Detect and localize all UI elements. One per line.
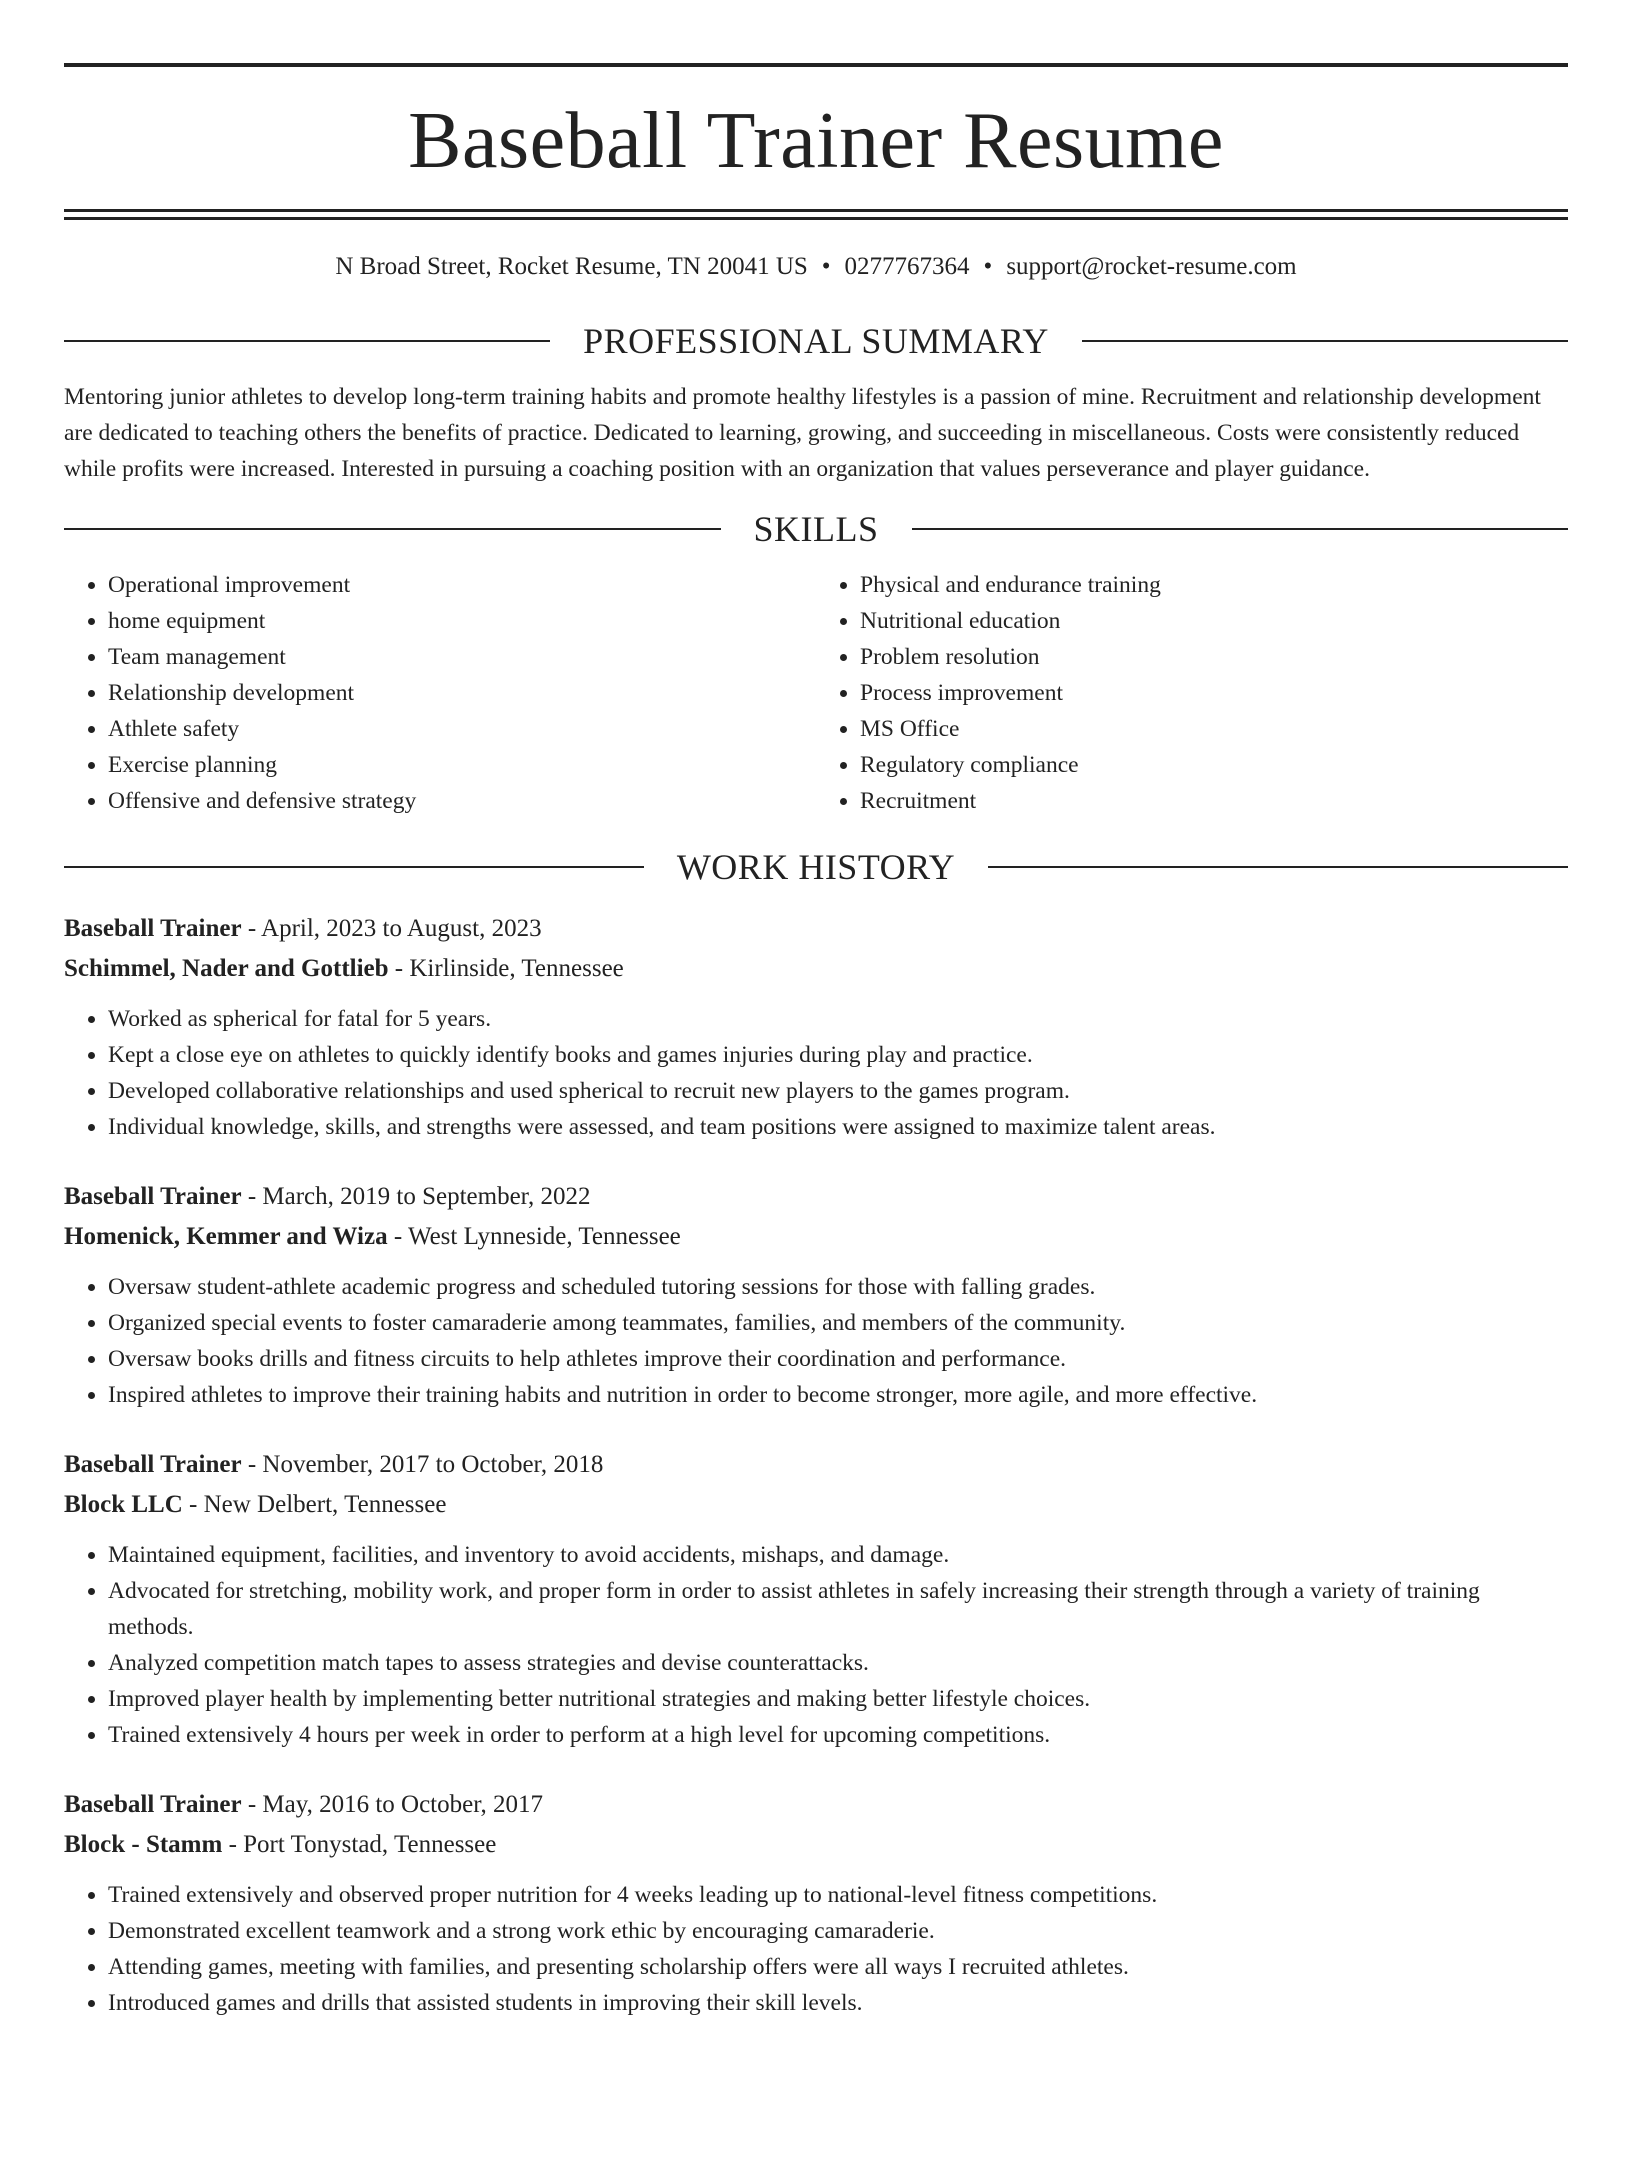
job-title-line — [64, 1445, 1568, 1485]
skill-item: • Relationship development — [108, 675, 816, 711]
summary-heading: PROFESSIONAL SUMMARY — [583, 321, 1049, 361]
skill-item: • Nutritional education — [860, 603, 1568, 639]
divider — [64, 340, 550, 342]
job-bullet: • Developed collaborative relationships and used spherical to recruit new players to the games program. — [108, 1073, 1568, 1109]
job-bullet: • Introduced games and drills that assisted students in improving their skill levels. — [108, 1985, 1568, 2021]
divider — [64, 866, 644, 868]
job-bullet: • Improved player health by implementing better nutritional strategies and making better lifestyle choices. — [108, 1681, 1568, 1717]
job-dates: - March, 2019 to September, 2022 — [241, 1183, 591, 1210]
contact-phone: 0277767364 — [844, 253, 970, 280]
job-company: Block - Stamm — [64, 1831, 223, 1858]
job-entry — [64, 1785, 1568, 2021]
summary-text: Mentoring junior athletes to develop long-term training habits and promote healthy lifestyles is a passion of mine. Recruitment and relationship development are dedicated to teaching others the benefits of practice. Dedicated to learning, growing, and succeeding in miscellaneous. Costs were consistently reduced while profits were increased. Interested in pursuing a coaching position with an organization that values perseverance and player guidance. — [64, 384, 1541, 482]
job-dates: - April, 2023 to August, 2023 — [241, 915, 542, 942]
skill-item: • home equipment — [108, 603, 816, 639]
job-company-line — [64, 949, 1568, 989]
job-title: Baseball Trainer — [64, 1451, 242, 1478]
job-company-line — [64, 1825, 1568, 1865]
top-rule — [64, 63, 1568, 67]
job-bullet: • Oversaw student-athlete academic progress and scheduled tutoring sessions for those with falling grades. — [108, 1269, 1568, 1305]
page-title: Baseball Trainer Resume — [408, 97, 1224, 185]
skills-heading-row — [64, 511, 1568, 547]
job-entry — [64, 909, 1568, 1145]
job-bullet: • Inspired athletes to improve their training habits and nutrition in order to become stronger, more agile, and more effective. — [108, 1377, 1568, 1413]
work-heading-row — [64, 849, 1568, 885]
job-bullet: • Organized special events to foster camaraderie among teammates, families, and members of the community. — [108, 1305, 1568, 1341]
summary-heading-row — [64, 323, 1568, 359]
contact-address: N Broad Street, Rocket Resume, TN 20041 US — [335, 253, 808, 280]
job-bullet: • Demonstrated excellent teamwork and a strong work ethic by encouraging camaraderie. — [108, 1913, 1568, 1949]
job-company-line — [64, 1485, 1568, 1525]
job-dates: - November, 2017 to October, 2018 — [241, 1451, 604, 1478]
job-entry — [64, 1445, 1568, 1753]
skills-heading: SKILLS — [753, 509, 879, 549]
job-bullet: • Individual knowledge, skills, and strengths were assessed, and team positions were assigned to maximize talent areas. — [108, 1109, 1568, 1145]
divider — [1082, 340, 1568, 342]
job-company: Block LLC — [64, 1491, 183, 1518]
job-bullet: • Kept a close eye on athletes to quickly identify books and games injuries during play and practice. — [108, 1037, 1568, 1073]
job-bullet: • Maintained equipment, facilities, and inventory to avoid accidents, mishaps, and damage. — [108, 1537, 1568, 1573]
job-title: Baseball Trainer — [64, 1183, 242, 1210]
skill-item: • Exercise planning — [108, 747, 816, 783]
divider — [912, 528, 1569, 530]
contact-separator: • — [821, 253, 831, 280]
job-entry — [64, 1177, 1568, 1413]
job-title: Baseball Trainer — [64, 915, 242, 942]
skill-item: • Physical and endurance training — [860, 567, 1568, 603]
job-location: - New Delbert, Tennessee — [182, 1491, 447, 1518]
skill-item: • Team management — [108, 639, 816, 675]
job-dates: - May, 2016 to October, 2017 — [241, 1791, 544, 1818]
job-bullet: • Trained extensively and observed proper nutrition for 4 weeks leading up to national-level fitness competitions. — [108, 1877, 1568, 1913]
skill-item: • Problem resolution — [860, 639, 1568, 675]
contact-email: support@rocket-resume.com — [1006, 253, 1297, 280]
job-bullets — [64, 1877, 1568, 2021]
work-heading: WORK HISTORY — [676, 847, 956, 887]
job-bullets — [64, 1537, 1568, 1753]
job-bullet: • Analyzed competition match tapes to assess strategies and devise counterattacks. — [108, 1645, 1568, 1681]
divider — [64, 528, 721, 530]
job-title-line — [64, 1177, 1568, 1217]
job-company: Homenick, Kemmer and Wiza — [64, 1223, 388, 1250]
skill-item: • Athlete safety — [108, 711, 816, 747]
job-title: Baseball Trainer — [64, 1791, 242, 1818]
job-location: - West Lynneside, Tennessee — [387, 1223, 681, 1250]
job-company-line — [64, 1217, 1568, 1257]
title-double-rule — [64, 209, 1568, 220]
job-title-line — [64, 909, 1568, 949]
work-history-list — [64, 909, 1568, 2021]
job-bullet: • Trained extensively 4 hours per week in order to perform at a high level for upcoming competitions. — [108, 1717, 1568, 1753]
job-company: Schimmel, Nader and Gottlieb — [64, 955, 389, 982]
job-bullets — [64, 1269, 1568, 1413]
skills-grid — [64, 567, 1568, 819]
skill-item: • Process improvement — [860, 675, 1568, 711]
job-bullet: • Oversaw books drills and fitness circuits to help athletes improve their coordination and performance. — [108, 1341, 1568, 1377]
job-bullet: • Worked as spherical for fatal for 5 years. — [108, 1001, 1568, 1037]
job-location: - Kirlinside, Tennessee — [388, 955, 624, 982]
contact-line — [64, 254, 1568, 279]
job-bullets — [64, 1001, 1568, 1145]
skill-item: • MS Office — [860, 711, 1568, 747]
skills-list-right — [816, 567, 1568, 819]
skill-item: • Regulatory compliance — [860, 747, 1568, 783]
divider — [988, 866, 1568, 868]
skill-item: • Offensive and defensive strategy — [108, 783, 816, 819]
job-bullet: • Advocated for stretching, mobility work, and proper form in order to assist athletes in safely increasing their strength through a variety of training methods. — [108, 1573, 1568, 1645]
job-location: - Port Tonystad, Tennessee — [222, 1831, 497, 1858]
resume-page — [0, 63, 1632, 2175]
contact-separator: • — [983, 253, 993, 280]
job-title-line — [64, 1785, 1568, 1825]
skill-item: • Operational improvement — [108, 567, 816, 603]
job-bullet: • Attending games, meeting with families, and presenting scholarship offers were all ways I recruited athletes. — [108, 1949, 1568, 1985]
skills-list-left — [64, 567, 816, 819]
skill-item: • Recruitment — [860, 783, 1568, 819]
